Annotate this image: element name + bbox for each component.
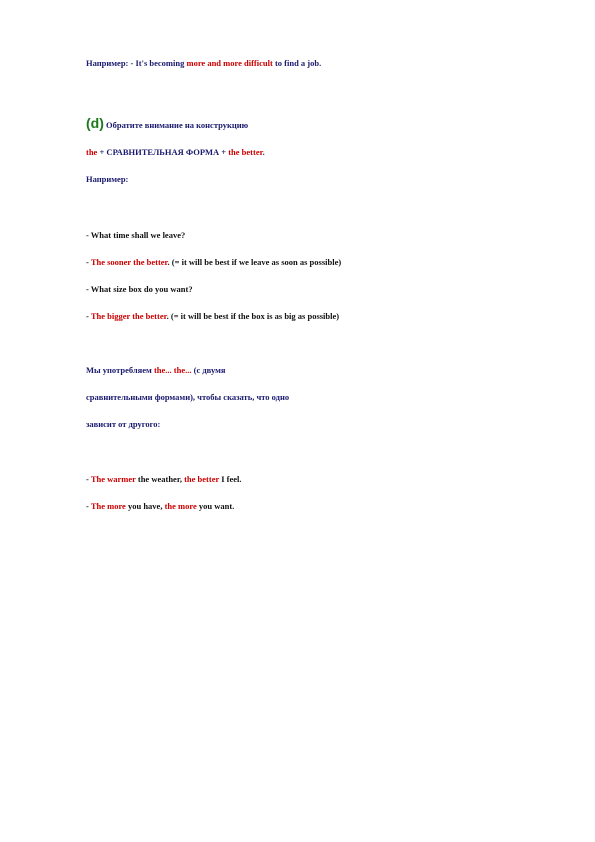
formula-period: . (262, 147, 265, 157)
answer-highlight: The sooner the better (90, 257, 168, 267)
example-highlight-1: The warmer (90, 474, 136, 484)
question-size (86, 283, 193, 295)
usage-text-end: (с двумя (191, 365, 226, 375)
usage-highlight: the... the... (153, 365, 192, 375)
formula-the-better: the better (228, 147, 263, 157)
example-dash: - (86, 474, 91, 484)
section-d-heading (86, 117, 248, 131)
usage-text: Мы употребляем (86, 365, 154, 375)
formula-the: the (86, 147, 98, 157)
answer-explanation: . (= it will be best if the box is as big as possible) (166, 311, 340, 321)
example-sentence-more-and-more (86, 57, 321, 69)
section-heading-text: Обратите внимание на конструкцию (103, 120, 249, 130)
usage-explanation-line1 (86, 364, 225, 376)
example-highlight-2: the better (184, 474, 220, 484)
example-more (86, 500, 234, 512)
answer-explanation: . (= it will be best if we leave as soon as possible) (167, 257, 342, 267)
usage-text: сравнительными формами), чтобы сказать, что одно (86, 392, 290, 402)
example-end: I feel. (219, 474, 242, 484)
answer-dash: - (86, 257, 91, 267)
example-label (86, 173, 128, 185)
example-label-text: Например: (86, 174, 129, 184)
section-letter: (d) (86, 115, 104, 131)
answer-highlight: The bigger the better (90, 311, 167, 321)
highlight-phrase: more and more difficult (186, 58, 273, 68)
example-highlight-1: The more (90, 501, 126, 511)
example-highlight-2: the more (164, 501, 197, 511)
usage-explanation-line2 (86, 391, 289, 403)
example-middle: you have, (125, 501, 165, 511)
example-end: you want. (196, 501, 235, 511)
question-time (86, 229, 185, 241)
usage-explanation-line3 (86, 418, 160, 430)
formula-middle: + СРАВНИТЕЛЬНАЯ ФОРМА + (97, 147, 229, 157)
example-prefix: Например: - It's becoming (86, 58, 187, 68)
example-middle: the weather, (135, 474, 185, 484)
question-text: - What time shall we leave? (86, 230, 186, 240)
usage-text: зависит от другого: (86, 419, 161, 429)
example-dash: - (86, 501, 91, 511)
answer-sooner (86, 256, 341, 268)
construction-formula (86, 146, 265, 158)
answer-dash: - (86, 311, 91, 321)
answer-bigger (86, 310, 339, 322)
example-warmer (86, 473, 242, 485)
example-suffix: to find a job. (272, 58, 322, 68)
question-text: - What size box do you want? (86, 284, 193, 294)
